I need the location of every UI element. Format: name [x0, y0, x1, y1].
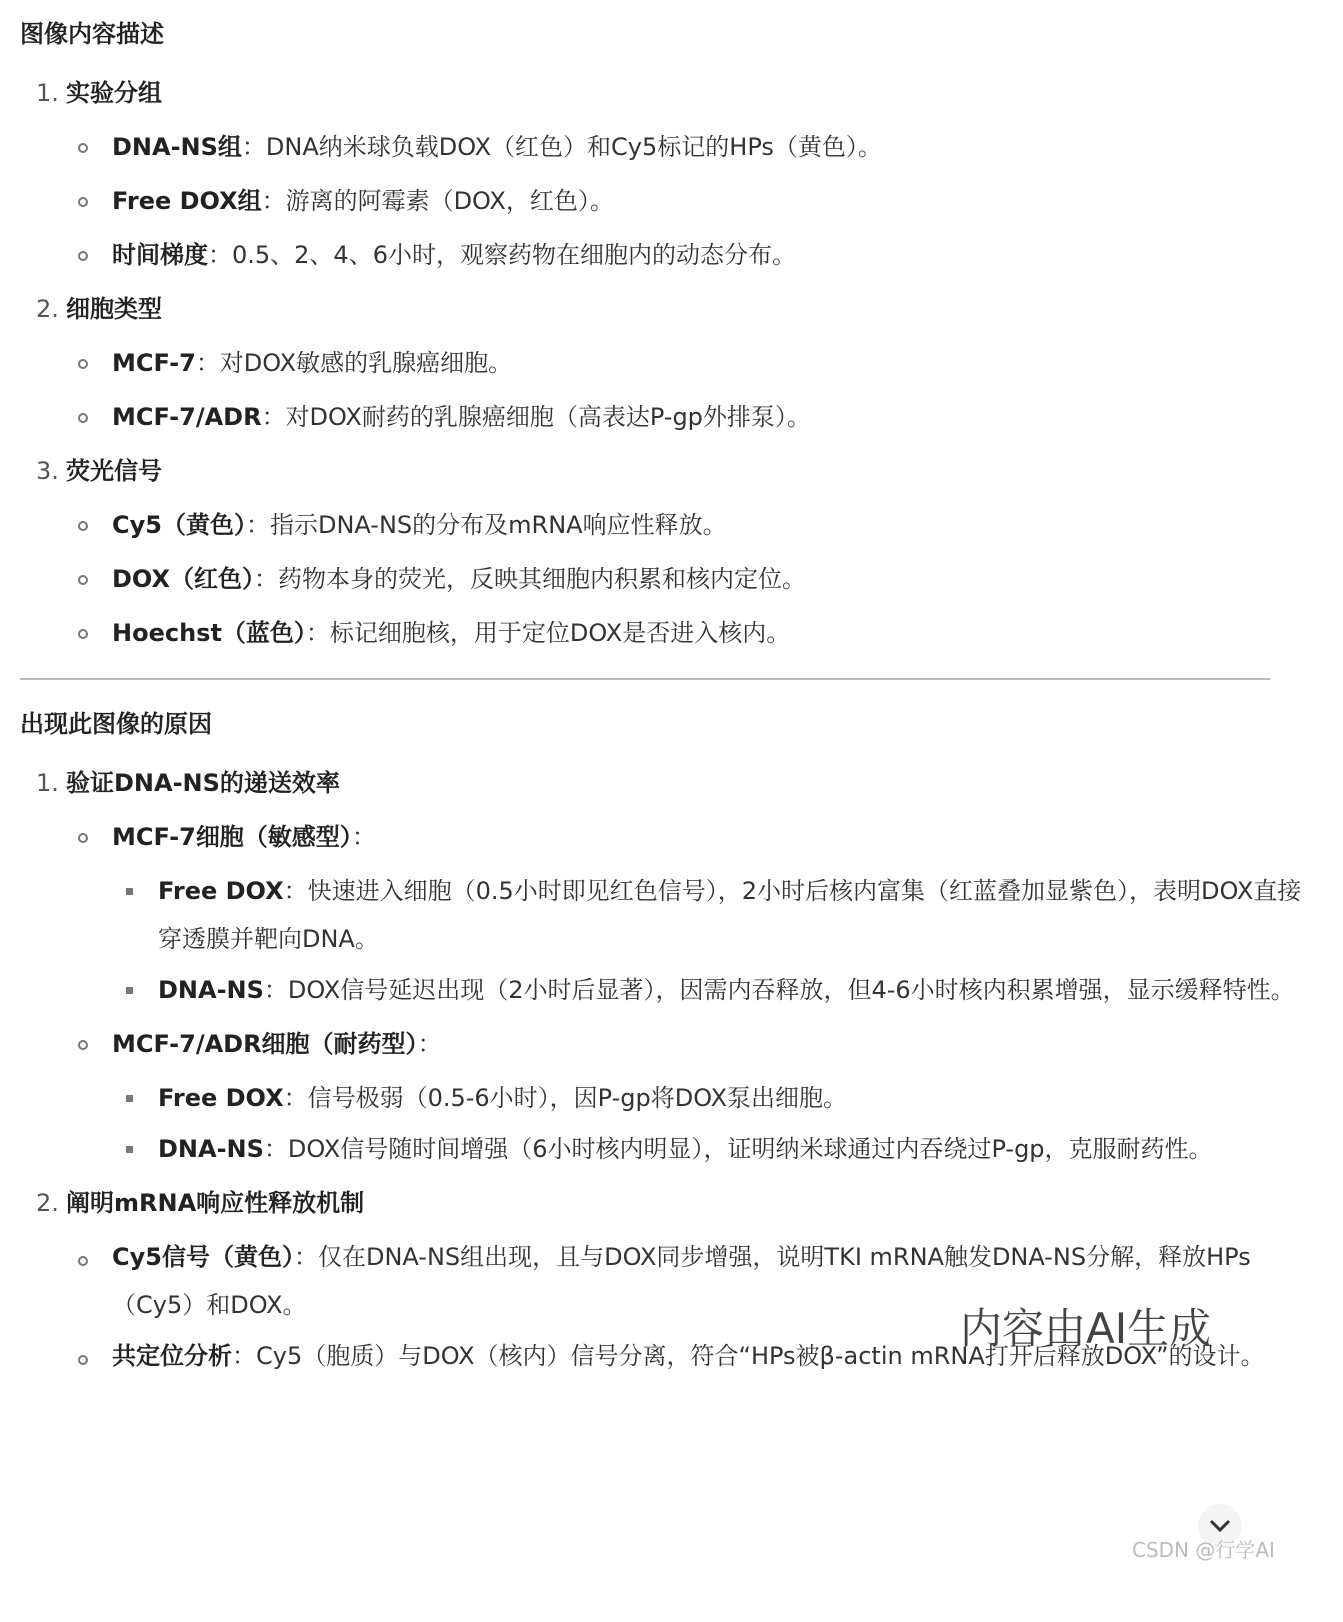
- bullet-text: ：指示DNA-NS的分布及mRNA响应性释放。: [245, 511, 727, 539]
- bullet-text: ：DNA纳米球负载DOX（红色）和Cy5标记的HPs（黄色）。: [241, 133, 882, 161]
- list-heading: 荧光信号: [66, 457, 162, 485]
- list-item: [66, 810, 1310, 1014]
- bullet-bold: Hoechst（蓝色）: [112, 619, 306, 647]
- bullet-list: [66, 498, 1310, 660]
- watermark: CSDN @行学AI: [1132, 1538, 1275, 1562]
- list-item: [66, 390, 1310, 444]
- list-item: [66, 606, 1310, 660]
- sub-list: [112, 1074, 1310, 1173]
- list-item: [66, 1017, 1310, 1173]
- bullet-text: ：Cy5（胞质）与DOX（核内）信号分离，符合“HPs被β-actin mRNA打开后释放DOX”的设计。: [232, 1342, 1265, 1370]
- sub-text: ：快速进入细胞（0.5小时即见红色信号），2小时后核内富集（红蓝叠加显紫色），表明DOX直接穿透膜并靶向DNA。: [158, 877, 1302, 953]
- list-number: 2.: [36, 295, 59, 323]
- bullet-text: ：游离的阿霉素（DOX，红色）。: [261, 187, 614, 215]
- bullet-list: [66, 336, 1310, 444]
- list-item: [66, 120, 1310, 174]
- bullet-text: ：: [417, 1030, 442, 1058]
- bullet-text: ：对DOX敏感的乳腺癌细胞。: [195, 349, 513, 377]
- list-heading: 阐明mRNA响应性释放机制: [66, 1189, 365, 1217]
- list-item-cell-types: [20, 282, 1310, 444]
- bullet-bold: MCF-7/ADR: [112, 403, 262, 431]
- document: [20, 16, 1310, 1383]
- sub-bold: DNA-NS: [158, 976, 264, 1004]
- bullet-bold: DNA-NS组: [112, 133, 242, 161]
- list-item-delivery: [20, 756, 1310, 1173]
- list-item: [66, 552, 1310, 606]
- sub-text: ：DOX信号随时间增强（6小时核内明显），证明纳米球通过内吞绕过P-gp，克服耐药性。: [263, 1135, 1213, 1163]
- list-item: [66, 174, 1310, 228]
- bullet-list: [66, 810, 1310, 1173]
- list-item-groups: [20, 66, 1310, 282]
- list-item: [66, 336, 1310, 390]
- sub-bold: Free DOX: [158, 877, 284, 905]
- bullet-list: [66, 120, 1310, 282]
- sub-list-item: [112, 966, 1310, 1014]
- sub-text: ：DOX信号延迟出现（2小时后显著），因需内吞释放，但4-6小时核内积累增强，显示缓释特性。: [263, 976, 1295, 1004]
- bullet-bold: MCF-7: [112, 349, 196, 377]
- list-heading: 细胞类型: [66, 295, 162, 323]
- list-number: 1.: [36, 79, 59, 107]
- list-item-fluorescence: [20, 444, 1310, 660]
- section-title-description: 图像内容描述: [20, 20, 164, 48]
- bullet-bold: Free DOX组: [112, 187, 262, 215]
- sub-list-item: [112, 1125, 1310, 1173]
- bullet-text: ：对DOX耐药的乳腺癌细胞（高表达P-gp外排泵）。: [261, 403, 811, 431]
- description-list: [20, 66, 1310, 660]
- ai-generated-note: 内容由AI生成: [960, 1304, 1212, 1353]
- section-divider: [20, 678, 1270, 680]
- bullet-text: ：仅在DNA-NS组出现，且与DOX同步增强，说明TKI mRNA触发DNA-NS分解，释放HPs（Cy5）和DOX。: [112, 1243, 1251, 1319]
- sub-bold: Free DOX: [158, 1084, 284, 1112]
- section-title-reasons: 出现此图像的原因: [20, 710, 212, 738]
- sub-text: ：信号极弱（0.5-6小时），因P-gp将DOX泵出细胞。: [283, 1084, 848, 1112]
- chevron-down-icon: [1209, 1519, 1231, 1533]
- list-number: 3.: [36, 457, 59, 485]
- bullet-text: ：标记细胞核，用于定位DOX是否进入核内。: [305, 619, 791, 647]
- reasons-list: [20, 756, 1310, 1380]
- bullet-bold: MCF-7/ADR细胞（耐药型）: [112, 1030, 418, 1058]
- bullet-bold: Cy5信号（黄色）: [112, 1243, 294, 1271]
- bullet-bold: DOX（红色）: [112, 565, 254, 593]
- bullet-bold: MCF-7细胞（敏感型）: [112, 823, 352, 851]
- list-item: [66, 228, 1310, 282]
- bullet-text: ：0.5、2、4、6小时，观察药物在细胞内的动态分布。: [208, 241, 796, 269]
- sub-list: [112, 867, 1310, 1014]
- sub-list-item: [112, 1074, 1310, 1122]
- list-item: [66, 498, 1310, 552]
- bullet-text: ：药物本身的荧光，反映其细胞内积累和核内定位。: [253, 565, 806, 593]
- bullet-bold: 时间梯度: [112, 241, 208, 269]
- bullet-text: ：: [351, 823, 376, 851]
- sub-list-item: [112, 867, 1310, 963]
- list-heading: 验证DNA-NS的递送效率: [66, 769, 340, 797]
- list-heading: 实验分组: [66, 79, 162, 107]
- sub-bold: DNA-NS: [158, 1135, 264, 1163]
- bullet-bold: 共定位分析: [112, 1342, 232, 1370]
- list-number: 1.: [36, 769, 59, 797]
- list-number: 2.: [36, 1189, 59, 1217]
- bullet-bold: Cy5（黄色）: [112, 511, 246, 539]
